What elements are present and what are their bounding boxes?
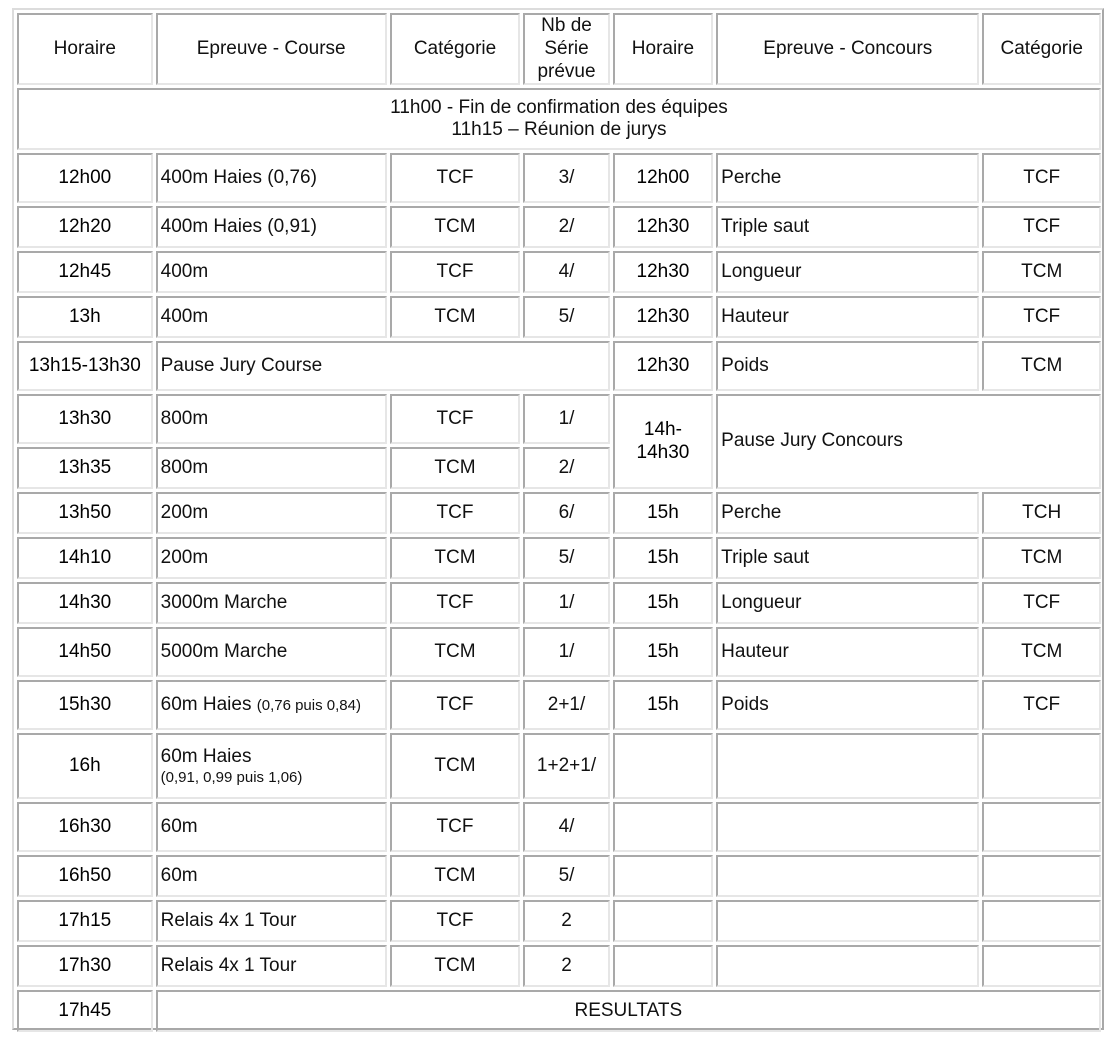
course-nb-series: 1/ bbox=[523, 394, 609, 444]
course-category: TCF bbox=[390, 492, 521, 534]
course-category: TCF bbox=[390, 251, 521, 293]
concours-empty-cell bbox=[716, 802, 979, 852]
course-event: Relais 4x 1 Tour bbox=[156, 945, 387, 987]
banner-line1: 11h00 - Fin de confirmation des équipes bbox=[390, 96, 728, 118]
table-row bbox=[17, 627, 1101, 677]
course-time: 12h00 bbox=[17, 153, 153, 203]
concours-time: 12h30 bbox=[613, 206, 713, 248]
course-nb-series: 1+2+1/ bbox=[523, 733, 609, 799]
concours-event: Perche bbox=[716, 492, 979, 534]
course-nb-series: 6/ bbox=[523, 492, 609, 534]
course-event: 800m bbox=[156, 394, 387, 444]
course-time: 17h45 bbox=[17, 990, 153, 1032]
course-time: 12h20 bbox=[17, 206, 153, 248]
concours-empty-cell bbox=[613, 733, 713, 799]
course-nb-series: 2/ bbox=[523, 206, 609, 248]
concours-empty-cell bbox=[982, 945, 1101, 987]
course-category: TCF bbox=[390, 394, 521, 444]
course-event: 400m bbox=[156, 251, 387, 293]
course-time: 14h30 bbox=[17, 582, 153, 624]
table-row bbox=[17, 537, 1101, 579]
concours-category: TCM bbox=[982, 251, 1101, 293]
concours-category: TCF bbox=[982, 680, 1101, 730]
course-nb-series: 1/ bbox=[523, 582, 609, 624]
course-nb-series: 4/ bbox=[523, 251, 609, 293]
concours-pause-time-line1: 14h- bbox=[643, 419, 682, 441]
course-event: 200m bbox=[156, 537, 387, 579]
header-categorie-concours: Catégorie bbox=[982, 13, 1101, 85]
concours-event: Poids bbox=[716, 341, 979, 391]
course-event: 800m bbox=[156, 447, 387, 489]
course-category: TCF bbox=[390, 153, 521, 203]
banner-line2: 11h15 – Réunion de jurys bbox=[451, 119, 667, 141]
table-row bbox=[17, 296, 1101, 338]
table-row bbox=[17, 990, 1101, 1032]
header-horaire-course: Horaire bbox=[17, 13, 153, 85]
concours-category: TCF bbox=[982, 153, 1101, 203]
course-pause: Pause Jury Course bbox=[156, 341, 610, 391]
course-time: 12h45 bbox=[17, 251, 153, 293]
table-row bbox=[17, 680, 1101, 730]
table-row bbox=[17, 802, 1101, 852]
concours-category: TCM bbox=[982, 627, 1101, 677]
table-row bbox=[17, 394, 1101, 444]
concours-category: TCH bbox=[982, 492, 1101, 534]
concours-event: Longueur bbox=[716, 251, 979, 293]
header-horaire-concours: Horaire bbox=[613, 13, 713, 85]
course-category: TCM bbox=[390, 447, 521, 489]
concours-time: 12h30 bbox=[613, 341, 713, 391]
header-nb-series-line1: Nb de Série bbox=[541, 15, 592, 59]
concours-time: 15h bbox=[613, 680, 713, 730]
course-category: TCF bbox=[390, 802, 521, 852]
concours-pause: Pause Jury Concours bbox=[716, 394, 1101, 489]
concours-pause-time bbox=[613, 394, 713, 489]
concours-event: Longueur bbox=[716, 582, 979, 624]
course-event: 60m bbox=[156, 802, 387, 852]
table-row bbox=[17, 492, 1101, 534]
course-event: 3000m Marche bbox=[156, 582, 387, 624]
concours-empty-cell bbox=[716, 733, 979, 799]
concours-empty-cell bbox=[716, 855, 979, 897]
course-category: TCM bbox=[390, 537, 521, 579]
banner-cell bbox=[17, 88, 1101, 150]
concours-empty-cell bbox=[716, 900, 979, 942]
concours-empty-cell bbox=[613, 945, 713, 987]
course-nb-series: 5/ bbox=[523, 855, 609, 897]
course-category: TCF bbox=[390, 900, 521, 942]
table-row bbox=[17, 855, 1101, 897]
header-categorie-course: Catégorie bbox=[390, 13, 521, 85]
concours-empty-cell bbox=[982, 855, 1101, 897]
course-category: TCM bbox=[390, 627, 521, 677]
concours-time: 15h bbox=[613, 492, 713, 534]
course-time: 16h bbox=[17, 733, 153, 799]
table-row bbox=[17, 251, 1101, 293]
course-time: 14h50 bbox=[17, 627, 153, 677]
concours-time: 15h bbox=[613, 627, 713, 677]
concours-event: Hauteur bbox=[716, 627, 979, 677]
concours-empty-cell bbox=[982, 802, 1101, 852]
course-time: 13h35 bbox=[17, 447, 153, 489]
concours-category: TCF bbox=[982, 296, 1101, 338]
course-event: 400m Haies (0,76) bbox=[156, 153, 387, 203]
results-cell: RESULTATS bbox=[156, 990, 1101, 1032]
course-event: 200m bbox=[156, 492, 387, 534]
course-category: TCF bbox=[390, 582, 521, 624]
course-category: TCM bbox=[390, 296, 521, 338]
table-row bbox=[17, 733, 1101, 799]
concours-category: TCF bbox=[982, 206, 1101, 248]
concours-pause-time-line2: 14h30 bbox=[636, 441, 690, 463]
course-event: 60m bbox=[156, 855, 387, 897]
course-category: TCM bbox=[390, 206, 521, 248]
concours-time: 12h30 bbox=[613, 296, 713, 338]
concours-event: Perche bbox=[716, 153, 979, 203]
table-row bbox=[17, 582, 1101, 624]
header-epreuve-course: Epreuve - Course bbox=[156, 13, 387, 85]
course-category: TCM bbox=[390, 945, 521, 987]
concours-time: 12h30 bbox=[613, 251, 713, 293]
course-event-detail: (0,91, 0,99 puis 1,06) bbox=[160, 768, 303, 786]
course-time: 13h30 bbox=[17, 394, 153, 444]
table-row bbox=[17, 945, 1101, 987]
course-event-name: 60m Haies bbox=[160, 745, 252, 767]
course-time: 13h50 bbox=[17, 492, 153, 534]
course-time: 13h bbox=[17, 296, 153, 338]
course-time: 13h15-13h30 bbox=[17, 341, 153, 391]
concours-event: Hauteur bbox=[716, 296, 979, 338]
course-event-detail: (0,76 puis 0,84) bbox=[256, 696, 361, 714]
course-category: TCF bbox=[390, 680, 521, 730]
course-nb-series: 5/ bbox=[523, 296, 609, 338]
concours-category: TCM bbox=[982, 537, 1101, 579]
concours-empty-cell bbox=[613, 855, 713, 897]
header-epreuve-concours: Epreuve - Concours bbox=[716, 13, 979, 85]
concours-time: 12h00 bbox=[613, 153, 713, 203]
banner-row bbox=[17, 88, 1101, 150]
concours-time: 15h bbox=[613, 582, 713, 624]
table-row bbox=[17, 153, 1101, 203]
concours-category: TCF bbox=[982, 582, 1101, 624]
course-time: 17h15 bbox=[17, 900, 153, 942]
header-nb-series-line2: prévue bbox=[537, 60, 596, 82]
course-nb-series: 2/ bbox=[523, 447, 609, 489]
course-time: 16h30 bbox=[17, 802, 153, 852]
concours-event: Triple saut bbox=[716, 206, 979, 248]
concours-empty-cell bbox=[716, 945, 979, 987]
course-event: 400m Haies (0,91) bbox=[156, 206, 387, 248]
concours-empty-cell bbox=[982, 900, 1101, 942]
header-row bbox=[17, 13, 1101, 85]
concours-category: TCM bbox=[982, 341, 1101, 391]
course-time: 17h30 bbox=[17, 945, 153, 987]
schedule-table bbox=[14, 10, 1104, 1035]
concours-empty-cell bbox=[982, 733, 1101, 799]
table-row bbox=[17, 900, 1101, 942]
course-time: 16h50 bbox=[17, 855, 153, 897]
course-nb-series: 3/ bbox=[523, 153, 609, 203]
concours-empty-cell bbox=[613, 900, 713, 942]
course-time: 14h10 bbox=[17, 537, 153, 579]
course-event: 400m bbox=[156, 296, 387, 338]
course-nb-series: 5/ bbox=[523, 537, 609, 579]
course-nb-series: 2 bbox=[523, 945, 609, 987]
course-category: TCM bbox=[390, 855, 521, 897]
course-event-name: 60m Haies bbox=[160, 693, 252, 715]
concours-event: Triple saut bbox=[716, 537, 979, 579]
header-nb-series bbox=[523, 13, 609, 85]
course-category: TCM bbox=[390, 733, 521, 799]
course-event bbox=[156, 733, 387, 799]
course-nb-series: 2+1/ bbox=[523, 680, 609, 730]
concours-empty-cell bbox=[613, 802, 713, 852]
course-nb-series: 2 bbox=[523, 900, 609, 942]
course-event: 5000m Marche bbox=[156, 627, 387, 677]
course-event: Relais 4x 1 Tour bbox=[156, 900, 387, 942]
course-nb-series: 4/ bbox=[523, 802, 609, 852]
course-time: 15h30 bbox=[17, 680, 153, 730]
table-row bbox=[17, 206, 1101, 248]
concours-time: 15h bbox=[613, 537, 713, 579]
course-nb-series: 1/ bbox=[523, 627, 609, 677]
table-row bbox=[17, 341, 1101, 391]
course-event bbox=[156, 680, 387, 730]
concours-event: Poids bbox=[716, 680, 979, 730]
